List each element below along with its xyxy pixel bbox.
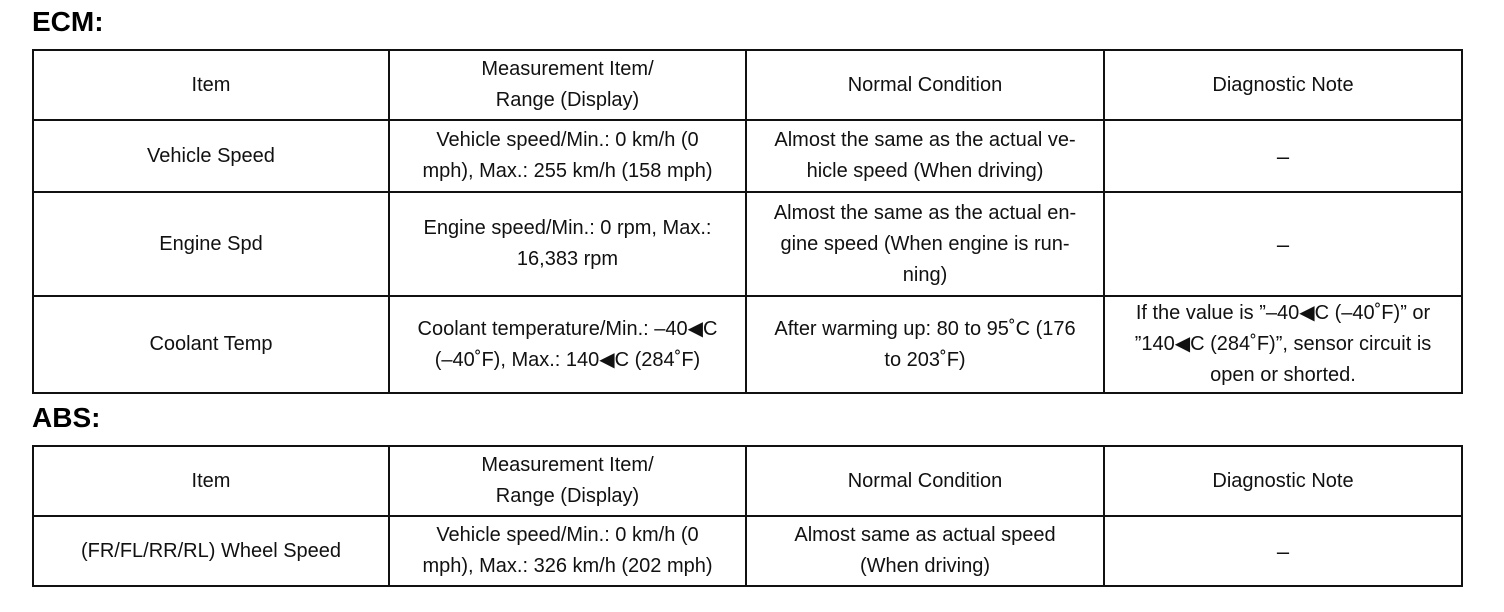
measurement-cell: Coolant temperature/Min.: –40◀C (–40˚F), Max.: 140◀C (284˚F) <box>389 296 746 393</box>
ecm-header-measurement: Measurement Item/ Range (Display) <box>389 50 746 120</box>
table-row <box>33 516 1462 586</box>
ecm-header-row <box>33 50 1462 120</box>
abs-table <box>32 445 1463 587</box>
abs-header-diagnostic-note: Diagnostic Note <box>1104 446 1462 516</box>
measurement-cell: Engine speed/Min.: 0 rpm, Max.: 16,383 rpm <box>389 192 746 296</box>
normal-condition-cell: Almost the same as the actual en- gine speed (When engine is run- ning) <box>746 192 1104 296</box>
item-cell: Vehicle Speed <box>33 120 389 192</box>
measurement-cell: Vehicle speed/Min.: 0 km/h (0 mph), Max.: 326 km/h (202 mph) <box>389 516 746 586</box>
ecm-table <box>32 49 1463 394</box>
item-cell: Engine Spd <box>33 192 389 296</box>
item-cell: Coolant Temp <box>33 296 389 393</box>
abs-header-row <box>33 446 1462 516</box>
abs-header-measurement: Measurement Item/ Range (Display) <box>389 446 746 516</box>
ecm-heading: ECM: <box>32 6 104 37</box>
table-row <box>33 192 1462 296</box>
normal-condition-cell: Almost the same as the actual ve- hicle speed (When driving) <box>746 120 1104 192</box>
diagnostic-note-cell: If the value is ”–40◀C (–40˚F)” or ”140◀C (284˚F)”, sensor circuit is open or shorted. <box>1104 296 1462 393</box>
ecm-header-diagnostic-note: Diagnostic Note <box>1104 50 1462 120</box>
ecm-header-normal-condition: Normal Condition <box>746 50 1104 120</box>
table-row <box>33 296 1462 393</box>
abs-header-normal-condition: Normal Condition <box>746 446 1104 516</box>
ecm-header-item: Item <box>33 50 389 120</box>
normal-condition-cell: After warming up: 80 to 95˚C (176 to 203˚F) <box>746 296 1104 393</box>
table-row <box>33 120 1462 192</box>
normal-condition-cell: Almost same as actual speed (When driving) <box>746 516 1104 586</box>
diagnostic-note-cell: – <box>1104 120 1462 192</box>
measurement-cell: Vehicle speed/Min.: 0 km/h (0 mph), Max.: 255 km/h (158 mph) <box>389 120 746 192</box>
item-cell: (FR/FL/RR/RL) Wheel Speed <box>33 516 389 586</box>
diagnostic-note-cell: – <box>1104 192 1462 296</box>
abs-header-item: Item <box>33 446 389 516</box>
diagnostic-note-cell: – <box>1104 516 1462 586</box>
abs-heading: ABS: <box>32 402 101 433</box>
